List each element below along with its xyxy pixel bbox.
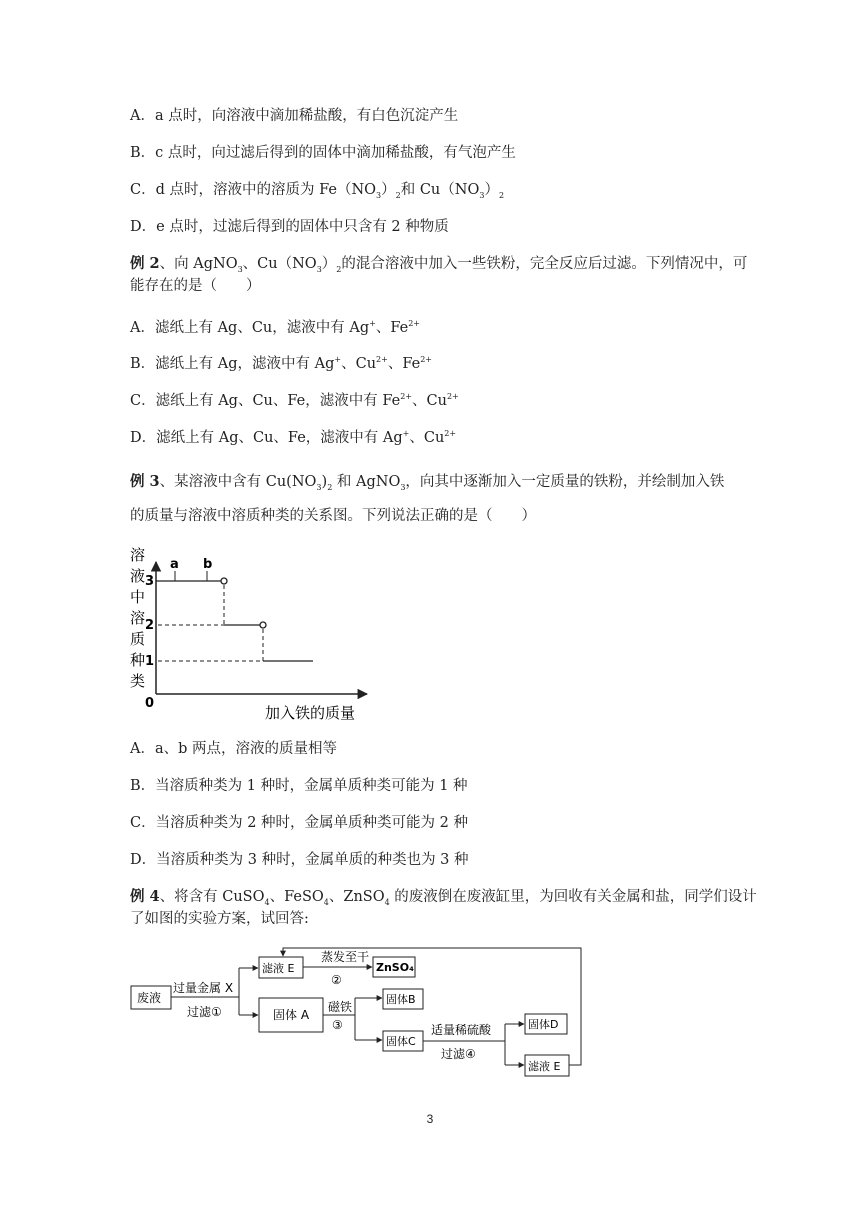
point-a-label: a [170,557,179,572]
y-axis-label-char: 种 [130,651,146,669]
solute-types-chart [125,544,385,724]
filtrate-e2-label: 滤液 E [528,1060,561,1073]
example3-option-d: D．当溶质种类为 3 种时，金属单质的种类也为 3 种 [130,852,469,868]
solid-a-label: 固体 A [273,1008,310,1022]
q1-option-c: C．d 点时，溶液中的溶质为 $Fe(NO_3)_2$和 $Cu(NO_3)_2$ [130,182,505,200]
step1-label-bottom: 过滤① [187,1005,222,1019]
y-axis-label [130,546,145,690]
example3-stem-line2: 的质量与溶液中溶质种类的关系图。下列说法正确的是（ ） [130,508,536,524]
origin-label: 0 [145,696,155,711]
y-axis-label-char: 溶 [130,609,146,627]
step-end-2 [260,622,266,628]
y-axis-label-char: 中 [130,588,146,606]
y-tick-3: 3 [145,574,155,589]
example2-stem: 例 2、向 AgNO$_3$、$Cu(NO_3)_2$的混合溶液中加入一些铁粉，完全反应后过滤。下列情况中，可 [130,255,748,274]
waste-label: 废液 [137,991,162,1005]
q1-option-d: D．e 点时，过滤后得到的固体中只含有 2 种物质 [130,219,449,235]
solid-d-label: 固体D [528,1018,559,1031]
step4-label: 过滤④ [441,1047,476,1061]
point-b-label: b [203,557,213,572]
step1-label-top: 过量金属 X [173,981,234,995]
znso4-label: ZnSO₄ [376,961,414,974]
filtrate-e1-label: 滤液 E [262,962,295,975]
q1-option-b: B．c 点时，向过滤后得到的固体中滴加稀盐酸，有气泡产生 [130,145,516,161]
recovery-flow-diagram [125,940,595,1080]
y-axis-label-char: 质 [130,630,146,648]
y-tick-1: 1 [145,654,155,669]
x-axis-label: 加入铁的质量 [265,704,356,722]
example3-option-a: A．a、b 两点，溶液的质量相等 [130,741,338,757]
solid-b-label: 固体B [386,993,416,1006]
example3-option-b: B．当溶质种类为 1 种时，金属单质种类可能为 1 种 [130,778,468,794]
evap-label: 蒸发至干 [321,950,370,964]
step2-label: ② [331,973,342,987]
example4-stem: 例 4、将含有 CuSO$_4$、FeSO$_4$、ZnSO$_4$ 的废液倒在废液缸里，为回收有关金属和盐，同学们设计 [130,888,757,907]
solid-c-label: 固体C [386,1035,416,1048]
step3-label: ③ [332,1018,343,1032]
example2-option-a: A．滤纸上有 Ag、Cu，滤液中有 Ag+、$Fe^{2+}$ [130,319,420,336]
y-axis-label-char: 液 [130,567,146,585]
step-end-3 [221,578,227,584]
q1-option-a: A．a 点时，向溶液中滴加稀盐酸，有白色沉淀产生 [130,108,459,124]
y-axis-label-char: 类 [130,672,146,690]
example3-option-c: C．当溶质种类为 2 种时，金属单质种类可能为 2 种 [130,815,468,831]
example2-option-b: B．滤纸上有 Ag，滤液中有 Ag+、$Cu^{2+}$、$Fe^{2+}$ [130,355,432,372]
y-tick-2: 2 [145,618,155,633]
example2-stem-line2: 能存在的是（ ） [130,278,261,294]
example2-option-c: C．滤纸上有 Ag、Cu、Fe，滤液中有 $Fe^{2+}$、$Cu^{2+}$ [130,392,459,409]
magnet-label: 磁铁 [328,1000,353,1014]
example2-option-d: D．滤纸上有 Ag、Cu、Fe，滤液中有 Ag+、$Cu^{2+}$ [130,429,457,446]
page-number: 3 [426,1112,434,1126]
example3-stem: 例 3、某溶液中含有 $Cu(NO_3)_2$ 和 AgNO$_3$，向其中逐渐加入一定质量的铁粉，并绘制加入铁 [130,473,725,492]
acid-label: 适量稀硫酸 [431,1023,492,1037]
y-axis-label-char: 溶 [130,546,146,564]
example4-stem-line2: 了如图的实验方案，试回答: [130,911,309,927]
